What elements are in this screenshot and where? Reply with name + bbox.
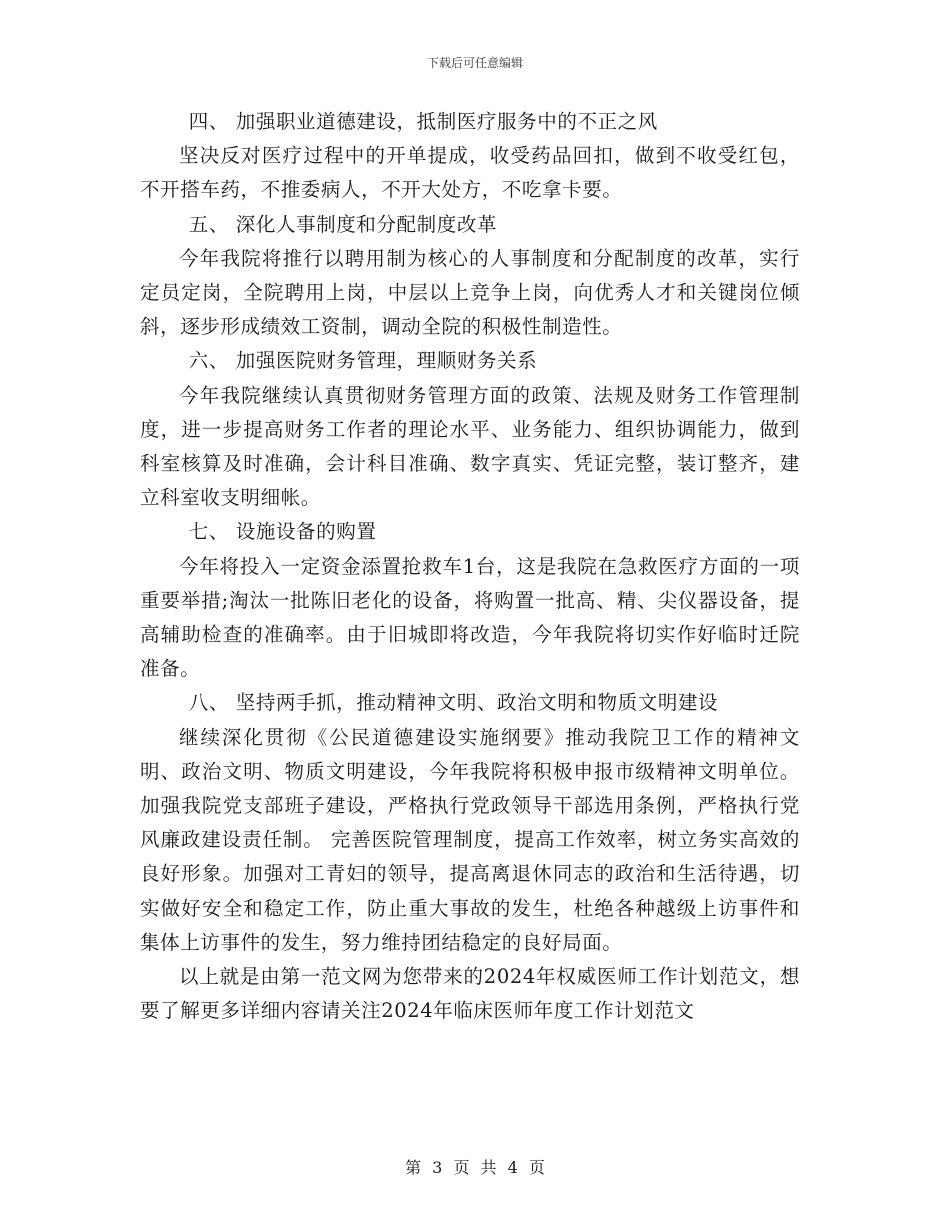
page-header-note: 下载后可任意编辑 bbox=[426, 56, 523, 70]
page-number-footer: 第 3 页 共 4 页 bbox=[405, 1158, 545, 1177]
section-heading-5: 五、 深化人事制度和分配制度改革 bbox=[188, 212, 498, 236]
section-heading-6: 六、 加强医院财务管理，理顺财务关系 bbox=[188, 349, 538, 373]
section-heading-4: 四、 加强职业道德建设，抵制医疗服务中的不正之风 bbox=[188, 110, 658, 133]
paragraph-closing: 以上就是由第一范文网为您带来的2024年权威医师工作计划范文，想要了解更多详细内容请关注2024年临床医师年度工作计划范文 bbox=[140, 965, 800, 1023]
paragraph-finance: 今年我院继续认真贯彻财务管理方面的政策、法规及财务工作管理制度，进一步提高财务工作者的理论水平、业务能力、组织协调能力，做到科室核算及时准确，会计科目准确、数字真实、凭证完整，装订整齐，建立科室收支明细帐。 bbox=[140, 383, 800, 510]
paragraph-civilization: 继续深化贯彻《公民道德建设实施纲要》推动我院卫工作的精神文明、政治文明、物质文明建设，今年我院将积极申报市级精神文明单位。加强我院党支部班子建设，严格执行党政领导干部选用条例，严格执行党风廉政建设责任制。 完善医院管理制度，提高工作效率，树立务实高效的良好形象。加强对工青妇的领导，提高离退休同志的政治和生活待遇，切实做好安全和稳定工作，防止重大事故的发生，杜绝各种越级上访事件和集体上访事件的发生，努力维持团结稳定的良好局面。 bbox=[140, 725, 800, 954]
paragraph-ethics: 坚决反对医疗过程中的开单提成，收受药品回扣，做到不收受红包，不开搭车药，不推委病人，不开大处方，不吃拿卡要。 bbox=[140, 144, 800, 202]
paragraph-equipment: 今年将投入一定资金添置抢救车1台，这是我院在急救医疗方面的一项重要举措;淘汰一批陈旧老化的设备，将购置一批高、精、尖仪器设备，提高辅助检查的准确率。由于旧城即将改造，今年我院将切实作好临时迁院准备。 bbox=[140, 554, 800, 681]
section-heading-7: 七、 设施设备的购置 bbox=[188, 520, 377, 544]
paragraph-personnel: 今年我院将推行以聘用制为核心的人事制度和分配制度的改革，实行定员定岗，全院聘用上岗，中层以上竞争上岗，向优秀人才和关键岗位倾斜，逐步形成绩效工资制，调动全院的积极性制造性。 bbox=[140, 246, 800, 339]
document-body bbox=[140, 105, 800, 1028]
section-heading-8: 八、 坚持两手抓，推动精神文明、政治文明和物质文明建设 bbox=[188, 691, 719, 715]
